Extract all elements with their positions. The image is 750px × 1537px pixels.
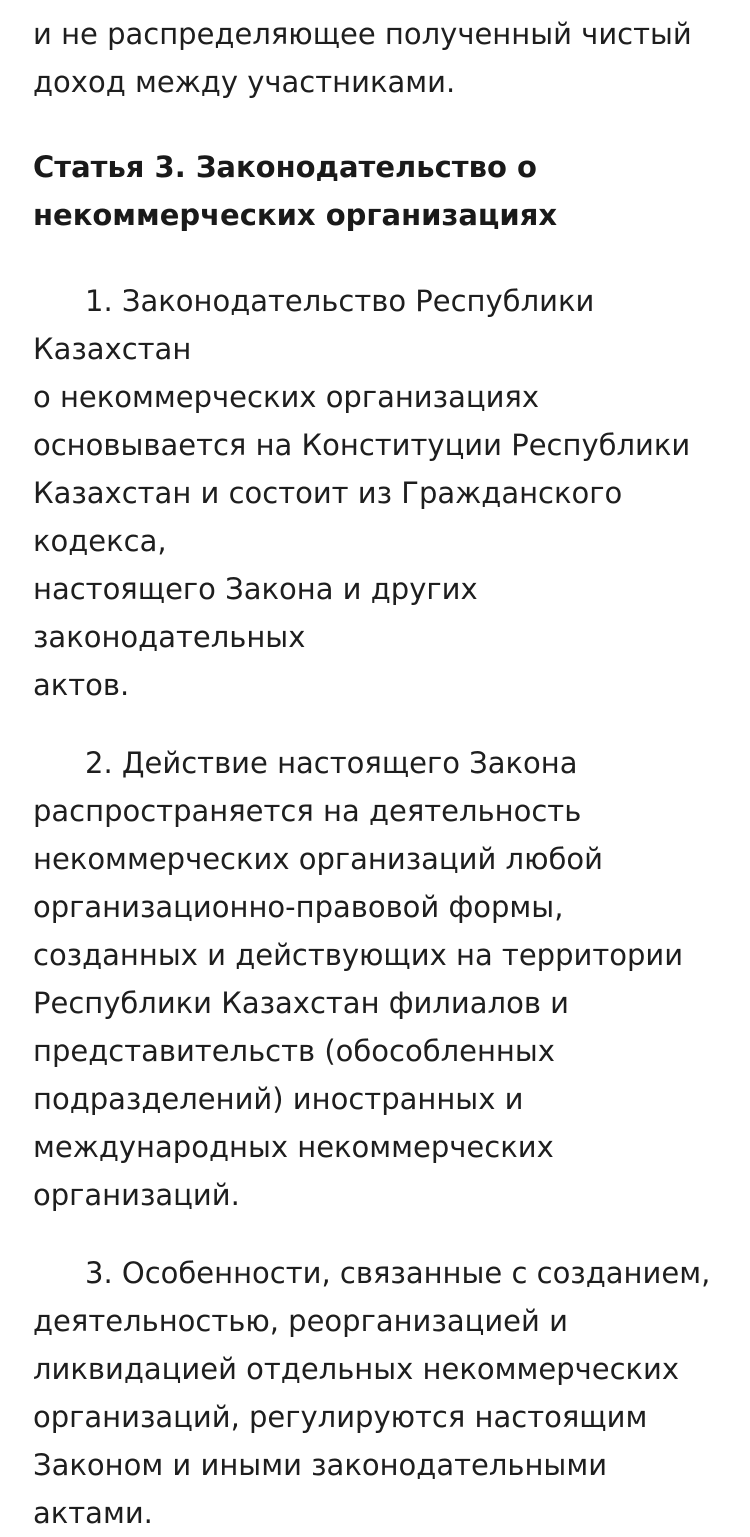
article-title: Статья 3. Законодательство о некоммерческих организациях: [33, 150, 558, 232]
paragraph-3: 3. Особенности, связанные с созданием, деятельностью, реорганизацией и ликвидацией отдельных некоммерческих организаций, регулируются настоящим Законом и иными законодательными актами.: [33, 1256, 711, 1530]
paragraph-2: 2. Действие настоящего Закона распространяется на деятельность некоммерческих организаций любой организационно-правовой формы, созданных и действующих на территории Республики Казахстан филиалов и представительств (обособленных подразделений) иностранных и международных некоммерческих организаций.: [33, 746, 684, 1212]
paragraph-1: 1. Законодательство Республики Казахстан о некоммерческих организациях основывается на Конституции Республики Казахстан и состоит из Гражданского кодекса, настоящего Закона и других законодательных актов.: [33, 284, 691, 702]
lead-text: и не распределяющее полученный чистый доход между участниками.: [33, 17, 692, 99]
